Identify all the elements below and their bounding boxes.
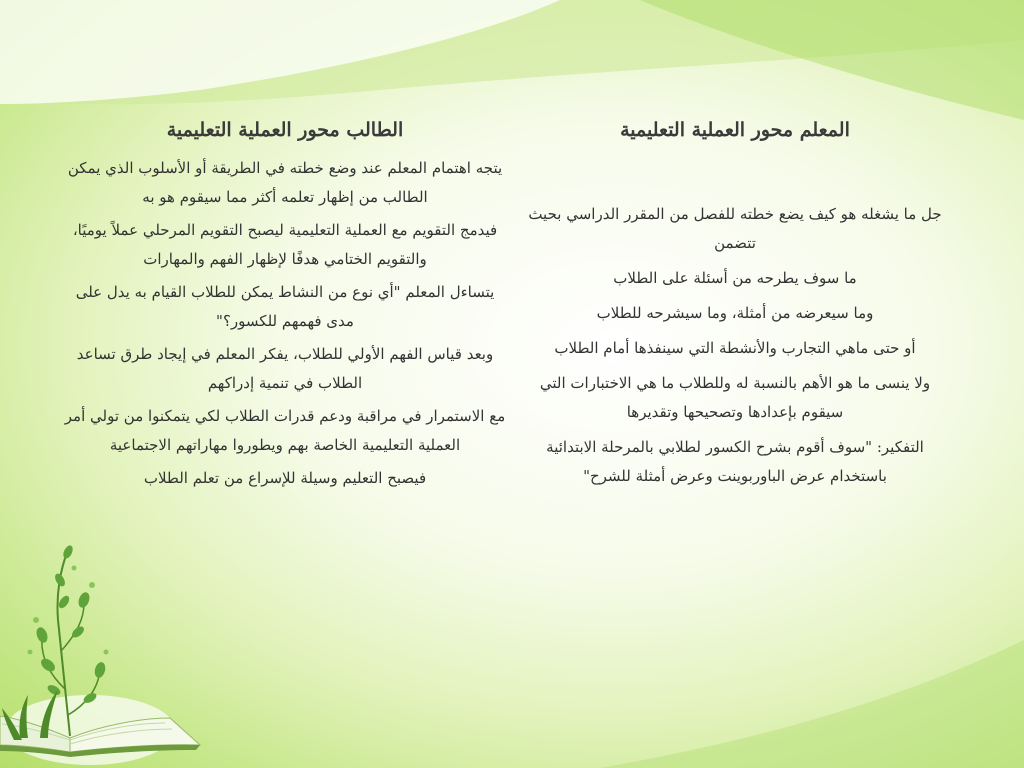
teacher-paragraph-4: أو حتى ماهي التجارب والأنشطة التي سينفذها أمام الطلاب [554,339,916,357]
teacher-paragraph-6: التفكير: "سوف أقوم بشرح الكسور لطلابي بالمرحلة الابتدائية باستخدام عرض الباوربوينت وعرض أمثلة للشرح" [546,438,924,485]
student-paragraph-2: فيدمج التقويم مع العملية التعليمية ليصبح التقويم المرحلي عملاً يوميًا، والتقويم الختامي هدفًا لإظهار الفهم والمهارات [72,221,498,268]
teacher-column-title: المعلم محور العملية التعليمية [620,119,850,141]
student-paragraph-4: وبعد قياس الفهم الأولي للطلاب، يفكر المعلم في إيجاد طرق تساعد الطلاب في تنمية إدراكهم [76,345,494,392]
student-paragraph-5: مع الاستمرار في مراقبة ودعم قدرات الطلاب لكي يتمكنوا من تولي أمر العملية التعليمية الخاصة بهم ويطوروا مهاراتهم الاجتماعية [64,407,506,454]
teacher-paragraph-3: وما سيعرضه من أمثلة، وما سيشرحه للطلاب [596,304,874,322]
teacher-centered-column [520,112,950,497]
teacher-paragraph-2: ما سوف يطرحه من أسئلة على الطلاب [613,269,857,287]
student-centered-column [60,112,510,497]
student-paragraph-3: يتساءل المعلم "أي نوع من النشاط يمكن للطلاب القيام به يدل على مدى فهمهم للكسور؟" [75,283,495,330]
teacher-paragraph-1: جل ما يشغله هو كيف يضع خطته للفصل من المقرر الدراسي بحيث تتضمن [528,205,942,252]
student-column-title: الطالب محور العملية التعليمية [166,119,404,141]
student-paragraph-6: فيصبح التعليم وسيلة للإسراع من تعلم الطلاب [143,469,427,487]
teacher-paragraph-5: ولا ينسى ما هو الأهم بالنسبة له وللطلاب ما هي الاختبارات التي سيقوم بإعدادها وتصحيحها وتقديرها [539,374,931,421]
open-book-with-plant-icon [0,540,220,768]
student-paragraph-1: يتجه اهتمام المعلم عند وضع خطته في الطريقة أو الأسلوب الذي يمكن الطالب من إظهار تعلمه أكثر مما سيقوم هو به [67,159,503,206]
